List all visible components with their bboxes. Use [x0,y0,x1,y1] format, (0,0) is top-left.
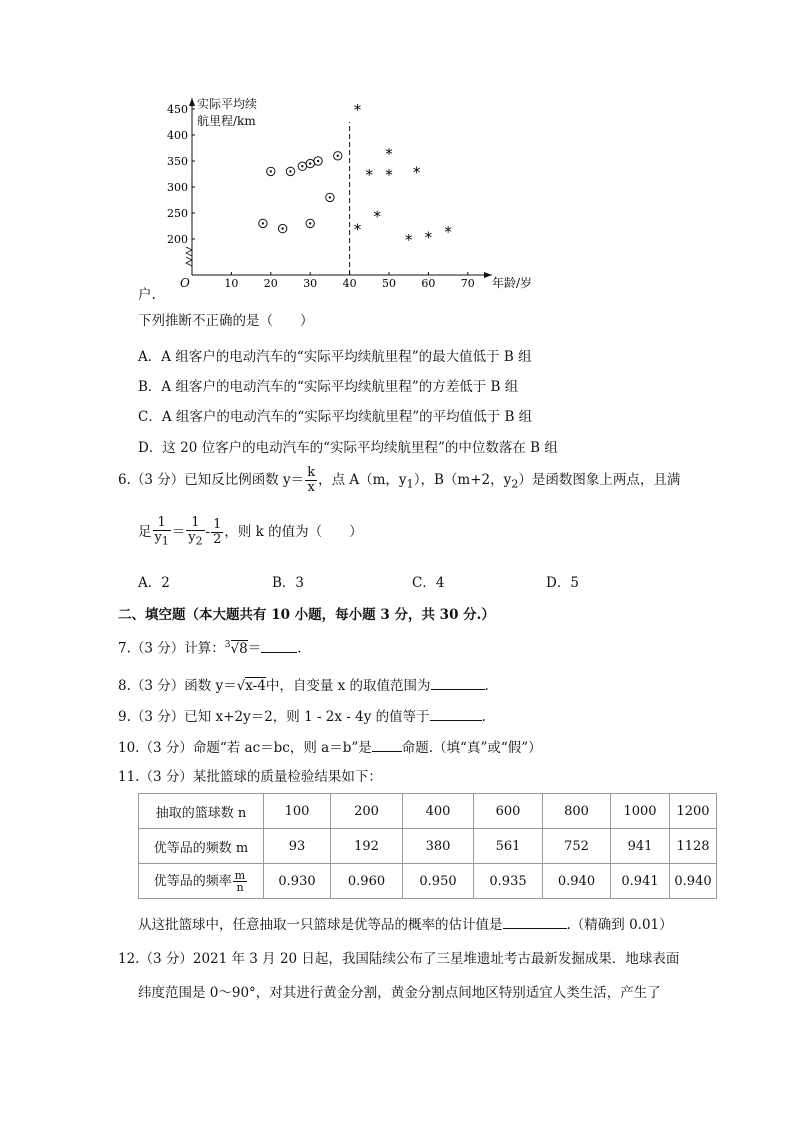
y-tick-label: 300 [167,181,188,194]
y-tick-label: 250 [167,207,188,220]
data-point-b: * [404,231,413,249]
table-row: 优等品的频率 $\frac{m}{n}$ 0.930 0.960 0.950 0.935 0.940 0.941 0.940 [139,864,717,899]
axis-break [186,247,192,266]
data-point-a [298,162,306,170]
data-point-a [259,219,267,227]
data-point-b: * [385,145,393,164]
q8-radical: √x-4 [236,678,266,694]
q5-option-b: B．A 组客户的电动汽车的“实际平均续航里程”的方差低于 B 组 [138,379,519,395]
y-tick-label: 350 [167,155,188,168]
x-tick-label: 20 [263,277,278,290]
data-point-b: * [353,220,362,239]
data-point-b: * [353,101,362,119]
point-dot [262,222,264,224]
x-axis-label: 年龄/岁 [492,276,533,290]
data-point-a [334,152,342,160]
q10: 10.（3 分）命题“若 ac＝bc，则 a＝b”是 命题.（填“真”或“假”） [118,740,542,756]
q11-table [138,793,717,899]
q11-after: 从这批篮球中，任意抽取一只篮球是优等品的概率的估计值是 .（精确到 0.01） [138,917,673,933]
q5-tail: 户. [138,287,156,303]
data-point-b: * [424,228,433,247]
point-dot [301,165,303,167]
q6-line1: 6.（3 分）已知反比例函数 y＝ $\frac{k}{x}$ ，点 A（m，$y_1$），B（m+2，$y_2$）是函数图象上两点，且满 [118,465,681,495]
q5-option-a: A．A 组客户的电动汽车的“实际平均续航里程”的最大值低于 B 组 [138,349,532,365]
q11-intro: 11.（3 分）某批篮球的质量检验结果如下： [118,769,382,785]
data-point-b: * [373,207,381,226]
q5-prompt: 下列推断不正确的是（ ） [138,313,314,329]
q6-option-a: A．2 [138,575,170,591]
table-row: 优等品的频数 m 93 192 380 561 752 941 1128 [139,829,717,864]
data-point-a [326,193,334,201]
point-dot [337,155,339,157]
x-tick-label: 40 [342,277,357,290]
q5-option-d: D．这 20 位客户的电动汽车的“实际平均续航里程”的中位数落在 B 组 [138,440,558,456]
point-dot [329,196,331,198]
y-tick-label: 200 [167,233,188,246]
x-axis-arrow [484,272,492,278]
data-point-a [278,224,286,232]
table-cell: 优等品的频率 $\frac{m}{n}$ [139,864,264,899]
chart-ylabel-line1: 实际平均续 [197,97,258,111]
point-dot [270,170,272,172]
point-dot [281,227,283,229]
chart-ylabel-line2: 航里程/km [197,114,256,128]
q6-frac2: $\frac{1}{y_2}$ [188,515,203,548]
q6-k-over-x: $\frac{k}{x}$ [307,465,316,495]
y-tick-label: 450 [167,103,188,116]
y-axis-arrow [189,98,195,106]
q8: 8.（3 分）函数 y＝√x-4中，自变量 x 的取值范围为 . [118,678,489,694]
data-point-a [286,167,294,175]
data-point-b: * [444,223,452,242]
q6-line2: 足 $\frac{1}{y_1}$ ＝ $\frac{1}{y_2}$ - $\frac{1}{2}$ ，则 k 的值为（ ） [138,515,363,548]
data-point-a [306,219,314,227]
q9: 9.（3 分）已知 x+2y＝2，则 1 - 2x - 4y 的值等于 . [118,709,486,725]
point-dot [309,162,311,164]
x-tick-label: 60 [421,277,436,290]
point-dot [317,160,319,162]
q6-option-d: D．5 [546,575,579,591]
q12-line2: 纬度范围是 0～90°，对其进行黄金分割，黄金分割点间地区特别适宜人类生活，产生了 [138,985,661,1001]
data-point-b: * [385,166,393,184]
data-point-a [306,159,314,167]
table-cell: 抽取的篮球数 n [139,794,264,829]
table-row: 抽取的篮球数 n 100 200 400 600 800 1000 1200 [139,794,717,829]
section-2-heading: 二、填空题（本大题共有 10 小题，每小题 3 分，共 30 分.） [118,607,495,623]
q7: 7.（3 分）计算：$^3$√8＝ . [118,640,302,657]
origin-label: O [180,276,190,290]
chart-marks [259,101,453,249]
point-dot [309,222,311,224]
q12-line1: 12.（3 分）2021 年 3 月 20 日起，我国陆续公布了三星堆遗址考古最新发掘成果．地球表面 [118,951,680,967]
data-point-a [267,167,275,175]
x-tick-label: 10 [224,277,239,290]
q6-frac1: $\frac{1}{y_1}$ [154,515,169,548]
x-tick-label: 70 [460,277,475,290]
y-tick-label: 400 [167,129,188,142]
x-tick-label: 50 [382,277,396,290]
q6-option-c: C．4 [412,575,445,591]
q7-radical: √8 [230,640,248,657]
x-tick-label: 30 [303,277,318,290]
data-point-a [314,157,322,165]
data-point-b: * [412,163,421,182]
table-cell: 优等品的频数 m [139,829,264,864]
q6-option-b: B．3 [272,575,305,591]
data-point-b: * [365,166,374,184]
q6-frac3: $\frac{1}{2}$ [213,516,222,547]
q5-option-c: C．A 组客户的电动汽车的“实际平均续航里程”的平均值低于 B 组 [138,409,533,425]
point-dot [289,170,291,172]
